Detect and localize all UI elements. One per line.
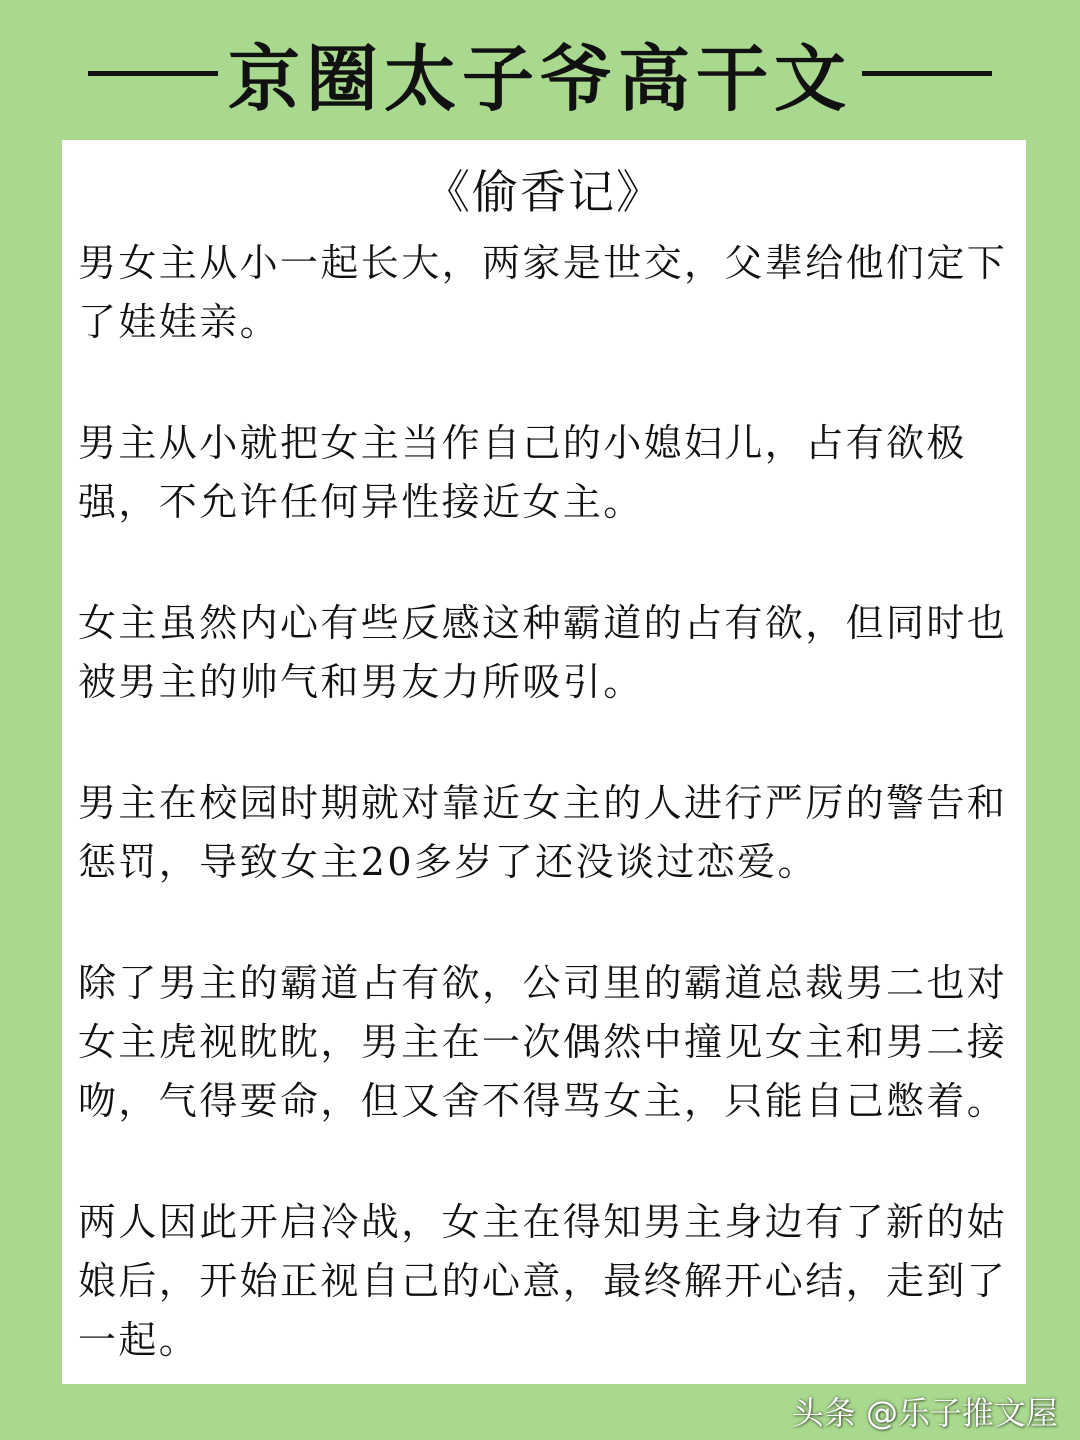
paragraph-3: 女主虽然内心有些反感这种霸道的占有欲，但同时也被男主的帅气和男友力所吸引。: [78, 601, 1008, 704]
synopsis: [78, 234, 1018, 1432]
paragraph-2: 男主从小就把女主当作自己的小媳妇儿，占有欲极强，不允许任何异性接近女主。: [78, 421, 967, 524]
page-header: [0, 18, 1080, 128]
paragraph-6: 两人因此开启冷战，女主在得知男主身边有了新的姑娘后，开始正视自己的心意，最终解开心结，走到了一起。: [78, 1200, 1008, 1362]
paragraph-5: 除了男主的霸道占有欲，公司里的霸道总裁男二也对女主虎视眈眈，男主在一次偶然中撞见女主和男二接吻，气得要命，但又舍不得骂女主，只能自己憋着。: [78, 961, 1008, 1123]
header-right-rule: [862, 71, 992, 76]
book-title: 《偷香记》: [424, 165, 664, 219]
content-card: [62, 140, 1026, 1384]
watermark: 头条 @乐子推文屋: [791, 1394, 1058, 1432]
header-title: 京圈太子爷高干文: [227, 36, 852, 121]
paragraph-1: 男女主从小一起长大，两家是世交，父辈给他们定下了娃娃亲。: [78, 241, 1008, 344]
paragraph-4: 男主在校园时期就对靠近女主的人进行严厉的警告和惩罚，导致女主20多岁了还没谈过恋爱。: [78, 781, 1008, 884]
header-left-rule: [88, 71, 218, 76]
